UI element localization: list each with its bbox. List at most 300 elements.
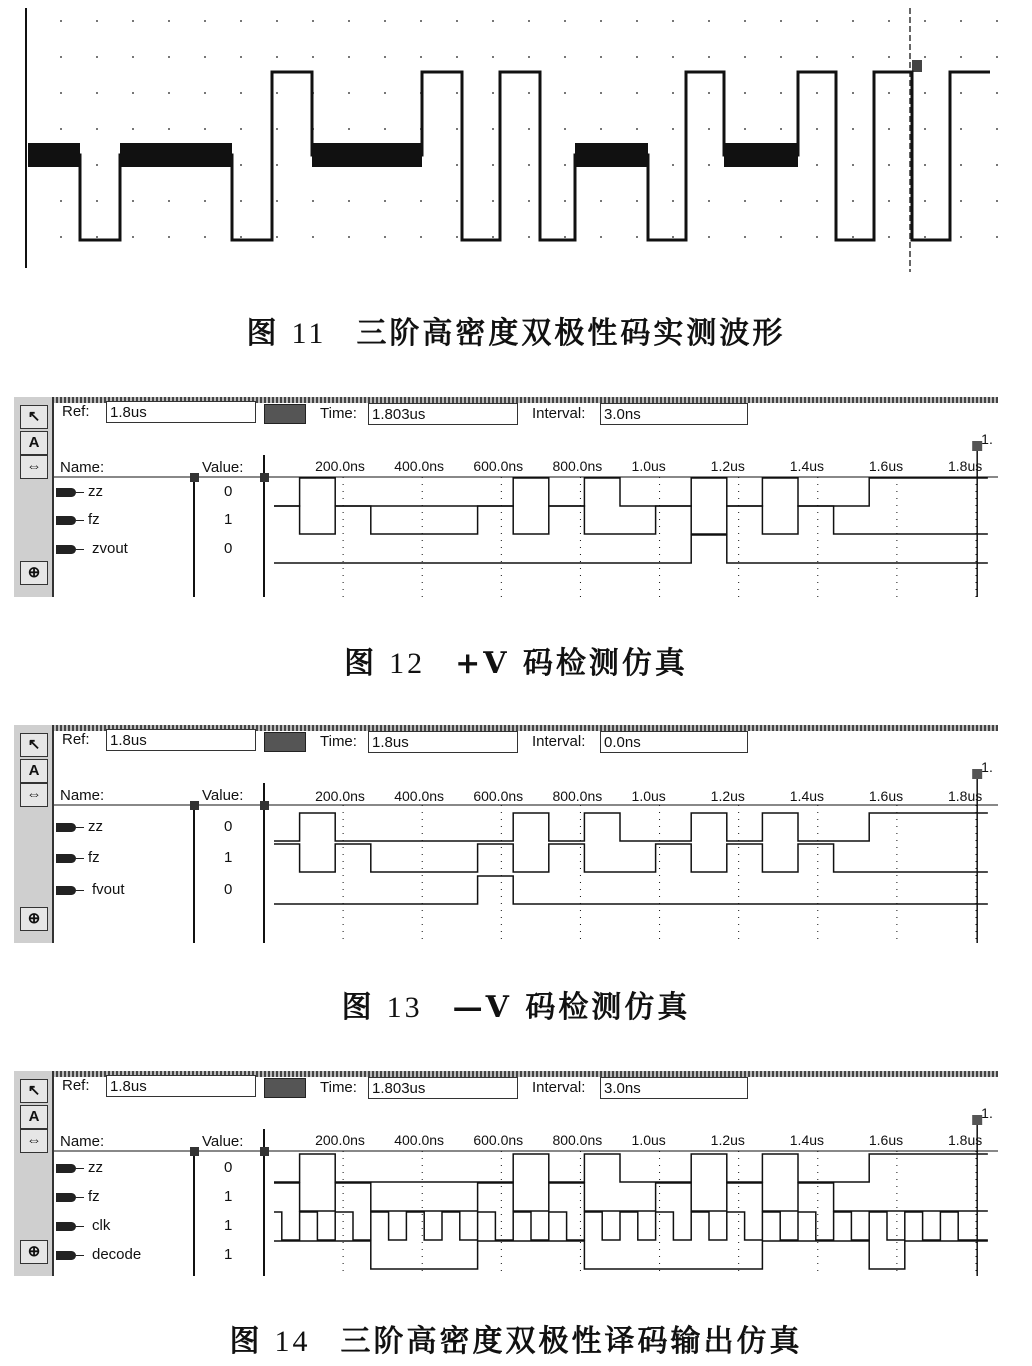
grid-dot [744,56,746,58]
text-tool-icon[interactable]: A [20,759,48,783]
value-column-handle[interactable] [190,1147,199,1156]
cursor-marker [912,60,922,72]
time-label: Time: [320,1079,357,1096]
grid-dot [132,236,134,238]
grid-dot [888,92,890,94]
grid-dot [60,92,62,94]
grid-dot [492,128,494,130]
grid-dot [672,236,674,238]
ref-label: Ref: [62,731,90,748]
signal-pin-icon [56,823,76,832]
grid-dot [816,200,818,202]
signal-value-fvout: 0 [224,881,233,898]
value-column-handle[interactable] [190,801,199,810]
grid-dot [168,200,170,202]
caption-number: 11 [291,317,327,350]
time-tick-label: 1.8us [948,1132,983,1148]
grid-dot [600,128,602,130]
pointer-tool-icon[interactable]: ↖ [20,733,48,757]
figure-caption-13 [0,982,1032,1026]
grid-dot [600,56,602,58]
time-tick-label: 1.2us [710,788,745,804]
signal-name-fz[interactable]: fz [88,849,100,866]
time-tick-label: 1.2us [710,458,745,474]
grid-dot [276,164,278,166]
ref-field[interactable]: 1.8us [106,1075,256,1097]
signal-pin-icon [56,1193,76,1202]
grid-dot [996,56,998,58]
grid-dot [888,236,890,238]
grid-dot [528,92,530,94]
grid-dot [672,128,674,130]
grid-dot [888,20,890,22]
grid-dot [312,236,314,238]
grid-dot [420,20,422,22]
cursor-marker-label: 1. [981,759,993,775]
time-tick-label: 200.0ns [315,1132,365,1148]
clk-waveform [274,1212,988,1240]
fz-waveform [274,1183,988,1211]
fz-waveform [274,506,988,534]
grid-dot [168,56,170,58]
grid-dot [672,164,674,166]
grid-dot [852,56,854,58]
grid-dot [492,92,494,94]
grid-dot [600,200,602,202]
grid-dot [924,164,926,166]
grid-dot [384,128,386,130]
signal-pin-icon [56,516,76,525]
grid-dot [708,20,710,22]
time-tick-label: 1.0us [631,458,666,474]
simulator-panel-decode [14,1071,998,1276]
time-tick-label: 400.0ns [394,788,445,804]
time-tick-label: 600.0ns [473,458,524,474]
grid-dot [996,236,998,238]
signal-name-zvout[interactable]: zvout [92,540,128,557]
expand-tool-icon[interactable]: ⇔ [20,1129,48,1153]
interval-field[interactable]: 0.0ns [600,731,748,753]
time-tick-label: 800.0ns [552,1132,603,1148]
time-tick-label: 1.6us [868,788,904,804]
value-column-header: Value: [202,787,244,804]
zz-waveform [274,1154,988,1182]
grid-dot [96,56,98,58]
grid-dot [924,200,926,202]
grid-dot [744,20,746,22]
grid-dot [240,92,242,94]
grid-dot [312,56,314,58]
wave-column-handle[interactable] [260,473,269,482]
grid-dot [276,56,278,58]
grid-dot [60,236,62,238]
grid-dot [96,92,98,94]
grid-dot [420,200,422,202]
wave-column-handle[interactable] [260,801,269,810]
signal-value-zz: 0 [224,818,233,835]
grid-dot [348,20,350,22]
grid-dot [564,20,566,22]
time-tick-label: 400.0ns [394,458,445,474]
time-tick-label: 800.0ns [552,788,603,804]
grid-dot [348,92,350,94]
signal-name-fvout[interactable]: fvout [92,881,125,898]
waveform-area [14,725,998,943]
interval-label: Interval: [532,405,586,422]
grid-dot [852,200,854,202]
grid-dot [852,236,854,238]
simulator-panel-fvout [14,725,998,943]
grid-dot [780,236,782,238]
caption-number: 13 [386,991,423,1024]
grid-dot [600,20,602,22]
grid-dot [492,56,494,58]
value-column-header: Value: [202,459,244,476]
grid-dot [780,20,782,22]
grid-dot [348,236,350,238]
grid-dot [636,236,638,238]
grid-dot [204,92,206,94]
cursor-marker-label: 1. [981,431,993,447]
grid-dot [816,56,818,58]
time-tick-label: 1.4us [789,458,825,474]
caption-title: 三阶高密度双极性译码输出仿真 [340,1324,803,1359]
decode-waveform [274,1241,988,1269]
grid-dot [672,200,674,202]
grid-dot [204,128,206,130]
grid-dot [888,164,890,166]
name-column-header: Name: [60,787,105,804]
signal-name-clk[interactable]: clk [92,1217,111,1234]
grid-dot [492,20,494,22]
ref-field[interactable]: 1.8us [106,401,256,423]
grid-dot [960,56,962,58]
grid-dot [672,56,674,58]
grid-dot [240,200,242,202]
time-tick-label: 800.0ns [552,458,603,474]
interval-label: Interval: [532,1079,586,1096]
grid-dot [132,92,134,94]
grid-dot [456,128,458,130]
grid-dot [168,128,170,130]
signal-value-zvout: 0 [224,540,233,557]
name-column-header: Name: [60,459,105,476]
grid-dot [744,236,746,238]
grid-dot [132,20,134,22]
signal-name-zz[interactable]: zz [88,1159,103,1176]
signal-value-fz: 1 [224,849,233,866]
grid-dot [924,56,926,58]
signal-pin-icon [56,886,76,895]
grid-dot [924,128,926,130]
time-label: Time: [320,405,357,422]
grid-dot [780,200,782,202]
grid-dot [96,236,98,238]
caption-title: 三阶高密度双极性码实测波形 [356,316,786,351]
text-tool-icon[interactable]: A [20,431,48,455]
grid-dot [816,236,818,238]
tri-level-waveform [28,72,990,240]
measured-waveform [0,0,1032,290]
expand-tool-icon[interactable]: ⇔ [20,455,48,479]
time-tick-label: 1.0us [631,1132,666,1148]
grid-dot [528,128,530,130]
grid-dot [456,200,458,202]
grid-dot [888,200,890,202]
grid-dot [60,128,62,130]
grid-dot [564,236,566,238]
pointer-tool-icon[interactable]: ↖ [20,405,48,429]
grid-dot [348,128,350,130]
grid-dot [636,200,638,202]
grid-dot [816,164,818,166]
caption-label: 图 [344,646,378,681]
grid-dot [708,164,710,166]
grid-dot [204,236,206,238]
value-column-header: Value: [202,1133,244,1150]
time-tick-label: 1.2us [710,1132,745,1148]
grid-dot [816,92,818,94]
time-tick-label: 200.0ns [315,458,365,474]
grid-dot [960,20,962,22]
interval-field[interactable]: 3.0ns [600,1077,748,1099]
grid-dot [708,200,710,202]
grid-dot [456,92,458,94]
grid-dot [492,236,494,238]
name-column-header: Name: [60,1133,105,1150]
grid-dot [96,164,98,166]
grid-dot [996,128,998,130]
grid-dot [708,236,710,238]
figure-caption-14 [0,1316,1032,1360]
grid-dot [60,20,62,22]
time-field[interactable]: 1.803us [368,403,518,425]
grid-dot [456,20,458,22]
grid-dot [960,92,962,94]
grid-dot [996,92,998,94]
grid-dot [456,56,458,58]
grid-dot [240,128,242,130]
grid-dot [492,164,494,166]
grid-dot [564,200,566,202]
grid-dot [852,92,854,94]
grid-dot [888,128,890,130]
grid-dot [456,236,458,238]
grid-dot [960,164,962,166]
simulator-panel-zvout [14,397,998,597]
time-label: Time: [320,733,357,750]
grid-dot [276,20,278,22]
grid-dot [276,200,278,202]
caption-title: —V 码检测仿真 [452,990,691,1025]
grid-dot [744,92,746,94]
zoom-tool-icon[interactable]: ⊕ [20,561,48,585]
grid-dot [96,20,98,22]
grid-dot [312,200,314,202]
interval-label: Interval: [532,733,586,750]
grid-dot [852,164,854,166]
grid-dot [168,20,170,22]
pointer-tool-icon[interactable]: ↖ [20,1079,48,1103]
grid-dot [276,236,278,238]
time-tick-label: 600.0ns [473,1132,524,1148]
grid-dot [456,164,458,166]
grid-dot [924,92,926,94]
signal-value-zz: 0 [224,483,233,500]
grid-dot [240,56,242,58]
ref-field[interactable]: 1.8us [106,729,256,751]
grid-dot [960,236,962,238]
time-field[interactable]: 1.803us [368,1077,518,1099]
time-tick-label: 200.0ns [315,788,365,804]
signal-pin-icon [56,488,76,497]
grid-dot [348,56,350,58]
grid-dot [780,92,782,94]
wave-column-handle[interactable] [260,1147,269,1156]
signal-pin-icon [56,854,76,863]
grid-dot [132,56,134,58]
fvout-waveform [274,876,988,904]
grid-dot [708,92,710,94]
grid-dot [240,164,242,166]
grid-dot [132,200,134,202]
grid-dot [420,56,422,58]
signal-name-fz[interactable]: fz [88,511,100,528]
grid-dot [348,200,350,202]
caption-label: 图 [246,316,280,351]
grid-dot [276,128,278,130]
time-tick-label: 1.6us [868,1132,904,1148]
grid-dot [780,56,782,58]
time-field[interactable]: 1.8us [368,731,518,753]
value-column-handle[interactable] [190,473,199,482]
waveform-area [14,397,998,597]
signal-name-zz[interactable]: zz [88,483,103,500]
grid-dot [384,236,386,238]
grid-dot [168,92,170,94]
time-tick-label: 1.6us [868,458,904,474]
grid-dot [636,56,638,58]
fz-waveform [274,844,988,872]
grid-dot [708,128,710,130]
time-tick-label: 1.8us [948,788,983,804]
signal-value-zz: 0 [224,1159,233,1176]
caption-number: 12 [389,647,426,680]
time-tick-label: 400.0ns [394,1132,445,1148]
grid-dot [564,92,566,94]
grid-dot [996,20,998,22]
grid-dot [528,20,530,22]
grid-dot [996,200,998,202]
grid-dot [816,128,818,130]
grid-dot [600,92,602,94]
grid-dot [600,236,602,238]
cursor-marker-label: 1. [981,1105,993,1121]
grid-dot [852,128,854,130]
grid-dot [960,200,962,202]
caption-number: 14 [274,1325,311,1358]
zvout-waveform [274,535,988,563]
grid-dot [564,128,566,130]
grid-dot [924,236,926,238]
zz-waveform [274,813,988,841]
oscilloscope-grid [60,20,998,238]
grid-dot [384,200,386,202]
expand-tool-icon[interactable]: ⇔ [20,783,48,807]
signal-pin-icon [56,1251,76,1260]
grid-dot [96,200,98,202]
grid-dot [204,200,206,202]
grid-dot [636,20,638,22]
grid-dot [564,56,566,58]
ref-label: Ref: [62,1077,90,1094]
signal-value-fz: 1 [224,1188,233,1205]
grid-dot [168,236,170,238]
grid-dot [96,128,98,130]
signal-value-decode: 1 [224,1246,233,1263]
zoom-tool-icon[interactable]: ⊕ [20,1240,48,1264]
grid-dot [240,20,242,22]
grid-dot [492,200,494,202]
signal-name-fz[interactable]: fz [88,1188,100,1205]
grid-dot [60,56,62,58]
grid-dot [204,56,206,58]
signal-name-zz[interactable]: zz [88,818,103,835]
zoom-tool-icon[interactable]: ⊕ [20,907,48,931]
grid-dot [384,92,386,94]
signal-name-decode[interactable]: decode [92,1246,142,1263]
grid-dot [384,56,386,58]
grid-dot [420,236,422,238]
grid-dot [528,56,530,58]
time-tick-label: 1.8us [948,458,983,474]
time-tick-label: 1.4us [789,788,825,804]
grid-dot [744,128,746,130]
signal-value-clk: 1 [224,1217,233,1234]
grid-dot [672,20,674,22]
zz-waveform [274,478,988,506]
waveform-area [14,1071,998,1276]
grid-dot [816,20,818,22]
grid-dot [924,20,926,22]
grid-dot [384,20,386,22]
grid-dot [240,236,242,238]
grid-dot [780,128,782,130]
grid-dot [888,56,890,58]
signal-pin-icon [56,545,76,554]
grid-dot [528,236,530,238]
grid-dot [204,20,206,22]
signal-pin-icon [56,1164,76,1173]
grid-dot [960,128,962,130]
time-tick-label: 1.4us [789,1132,825,1148]
grid-dot [672,92,674,94]
time-tick-label: 1.0us [631,788,666,804]
figure-caption-11 [0,308,1032,352]
interval-field[interactable]: 3.0ns [600,403,748,425]
ref-label: Ref: [62,403,90,420]
grid-dot [528,164,530,166]
grid-dot [528,200,530,202]
signal-pin-icon [56,1222,76,1231]
text-tool-icon[interactable]: A [20,1105,48,1129]
caption-label: 图 [341,990,375,1025]
grid-dot [312,20,314,22]
grid-dot [996,164,998,166]
caption-title: +V 码检测仿真 [455,646,688,681]
grid-dot [708,56,710,58]
signal-value-fz: 1 [224,511,233,528]
